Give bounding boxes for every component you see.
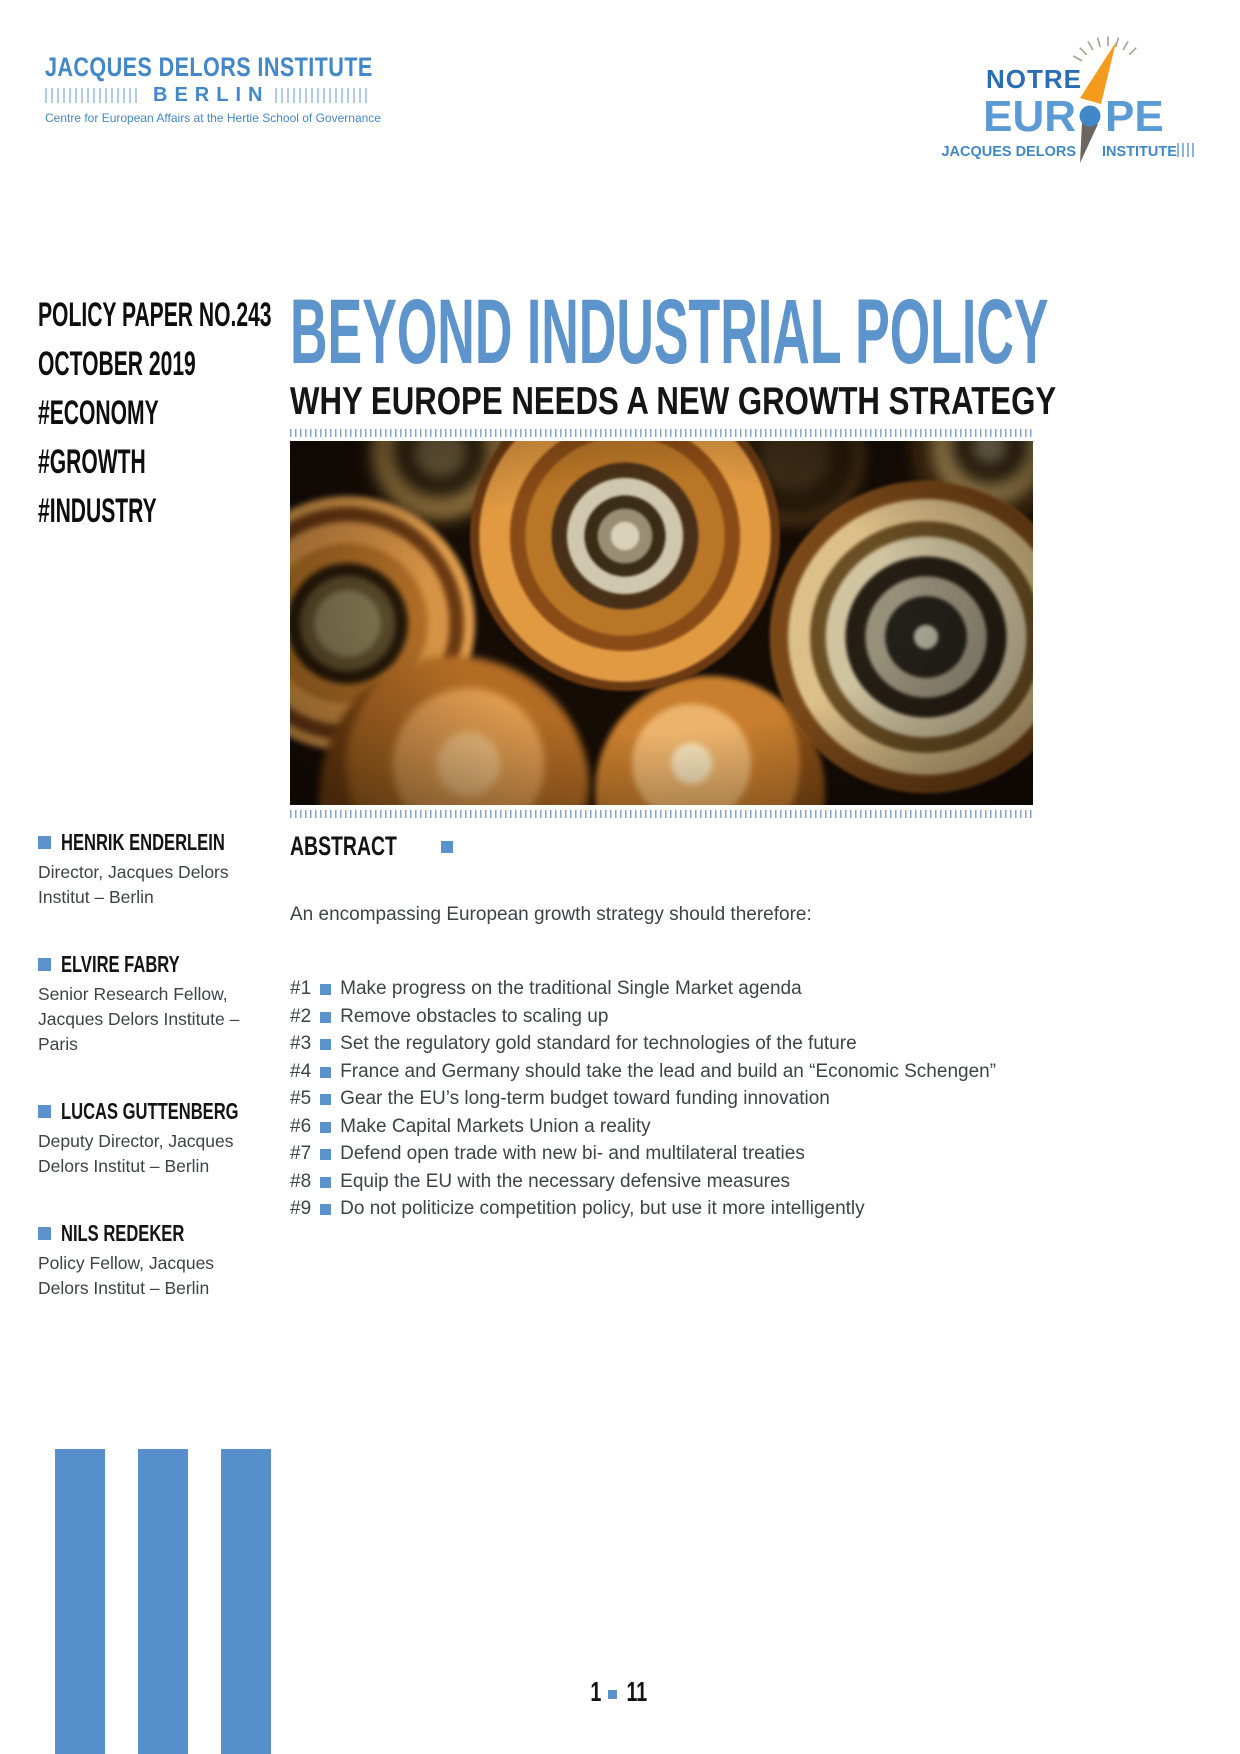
page-subtitle: WHY EUROPE NEEDS A NEW GROWTH STRATEGY — [290, 380, 1057, 423]
ne-logo-eur: EUR — [983, 92, 1076, 141]
goal-item — [290, 1086, 1033, 1114]
page-title: BEYOND INDUSTRIAL POLICY — [290, 281, 1049, 383]
jdi-logo-tagline: Centre for European Affairs at the Hertie School of Governance — [45, 111, 381, 125]
decorative-bars — [55, 1449, 271, 1754]
battery-left — [290, 496, 475, 751]
battery-bottom-center — [595, 676, 825, 805]
battery-top-right — [910, 441, 1033, 526]
author-name: HENRIK ENDERLEIN — [61, 829, 225, 855]
battery-top-middle — [725, 441, 865, 526]
square-bullet-icon — [320, 1039, 331, 1050]
compass-dial-ticks-icon — [1073, 37, 1136, 62]
goal-text: France and Germany should take the lead and build an “Economic Schengen” — [340, 1060, 997, 1082]
author-name-row — [38, 1220, 283, 1247]
ne-logo-notre: NOTRE — [986, 64, 1082, 94]
battery-bottom-left — [320, 656, 590, 805]
jdi-logo-title: JACQUES DELORS INSTITUTE — [45, 52, 373, 82]
hatch-marks-icon — [45, 88, 141, 103]
ne-logo-institute: INSTITUTE — [1102, 144, 1177, 160]
author-name-row — [38, 829, 283, 856]
goal-number: #9 — [290, 1198, 312, 1220]
goal-text: Equip the EU with the necessary defensive measures — [340, 1170, 791, 1192]
author-name-row — [38, 1098, 283, 1125]
paper-date-label: OCTOBER 2019 — [38, 345, 196, 383]
abstract-heading — [290, 831, 453, 862]
batteries-photo — [290, 441, 1033, 805]
hatch-marks-icon — [1178, 143, 1193, 157]
author-name: NILS REDEKER — [61, 1220, 185, 1246]
goal-item — [290, 1031, 1033, 1059]
square-bullet-icon — [320, 1012, 331, 1023]
goal-number: #6 — [290, 1115, 312, 1137]
author-name: ELVIRE FABRY — [61, 951, 180, 977]
goal-number: #1 — [290, 978, 312, 1000]
goal-item — [290, 1141, 1033, 1169]
battery-right — [770, 481, 1033, 793]
square-bullet-icon — [320, 1204, 331, 1215]
square-bullet-icon — [38, 836, 51, 849]
square-bullet-icon — [38, 1227, 51, 1240]
goal-number: #8 — [290, 1170, 312, 1192]
square-bullet-icon — [320, 1094, 331, 1105]
jdi-logo-berlin: BERLIN — [153, 83, 270, 106]
author-entry — [38, 951, 283, 1057]
square-bullet-icon — [38, 958, 51, 971]
battery-top-left — [360, 441, 520, 531]
goal-item — [290, 1003, 1033, 1031]
goal-item — [290, 1058, 1033, 1086]
author-role: Policy Fellow, Jacques Delors Institut – Berlin — [38, 1253, 215, 1298]
goal-text: Do not politicize competition policy, but use it more intelligently — [340, 1198, 865, 1220]
square-bullet-icon — [38, 1105, 51, 1118]
goal-text: Defend open trade with new bi- and multilateral treaties — [340, 1143, 805, 1165]
goal-text: Make Capital Markets Union a reality — [340, 1115, 651, 1137]
compass-pivot-dot-icon — [1080, 106, 1101, 127]
goal-number: #2 — [290, 1005, 312, 1027]
battery-center — [470, 441, 780, 691]
tick-border-top — [290, 429, 1033, 437]
ne-logo-pe: PE — [1105, 92, 1164, 141]
page-footer — [0, 1676, 1240, 1708]
goal-item — [290, 1168, 1033, 1196]
compass-needle-south-icon — [1080, 122, 1098, 163]
author-role: Senior Research Fellow, Jacques Delors Institute – Paris — [38, 984, 240, 1054]
goal-item — [290, 976, 1033, 1004]
square-bullet-icon — [320, 1149, 331, 1160]
author-entry — [38, 1220, 283, 1301]
square-bullet-icon — [441, 841, 453, 853]
author-name: LUCAS GUTTENBERG — [61, 1098, 239, 1124]
goals-lead-in: An encompassing European growth strategy should therefore: — [290, 904, 812, 925]
goal-item — [290, 1113, 1033, 1141]
goal-number: #4 — [290, 1060, 312, 1082]
author-role: Director, Jacques Delors Institut – Berlin — [38, 862, 229, 907]
author-role: Deputy Director, Jacques Delors Institut – Berlin — [38, 1131, 234, 1176]
goal-number: #5 — [290, 1088, 312, 1110]
square-bullet-icon — [320, 984, 331, 995]
hashtag: #INDUSTRY — [38, 492, 157, 530]
square-bullet-icon — [608, 1690, 617, 1699]
square-bullet-icon — [320, 1122, 331, 1133]
goal-number: #7 — [290, 1143, 312, 1165]
square-bullet-icon — [320, 1067, 331, 1078]
ne-logo-jacques-delors: JACQUES DELORS — [941, 144, 1076, 160]
goal-text: Gear the EU’s long-term budget toward funding innovation — [340, 1088, 830, 1110]
goal-text: Make progress on the traditional Single Market agenda — [340, 978, 802, 1000]
blue-bar — [138, 1449, 188, 1754]
author-entry — [38, 1098, 283, 1179]
hashtag: #ECONOMY — [38, 394, 159, 432]
goal-item — [290, 1196, 1033, 1224]
goal-text: Set the regulatory gold standard for technologies of the future — [340, 1033, 857, 1055]
page-number-total: 11 — [626, 1676, 648, 1707]
paper-number-label: POLICY PAPER NO.243 — [38, 296, 272, 334]
page-number-current: 1 — [590, 1676, 602, 1707]
hashtag: #GROWTH — [38, 443, 146, 481]
abstract-body — [290, 872, 1033, 1223]
goal-number: #3 — [290, 1033, 312, 1055]
abstract-heading-label: ABSTRACT — [290, 831, 397, 861]
author-entry — [38, 829, 283, 910]
goal-list — [290, 976, 1033, 1224]
blue-bar — [55, 1449, 105, 1754]
author-name-row — [38, 951, 283, 978]
page-number — [588, 1676, 652, 1708]
square-bullet-icon — [320, 1177, 331, 1188]
tick-border-bottom — [290, 810, 1033, 818]
author-list — [38, 829, 283, 1342]
blue-bar — [221, 1449, 271, 1754]
goal-text: Remove obstacles to scaling up — [340, 1005, 609, 1027]
